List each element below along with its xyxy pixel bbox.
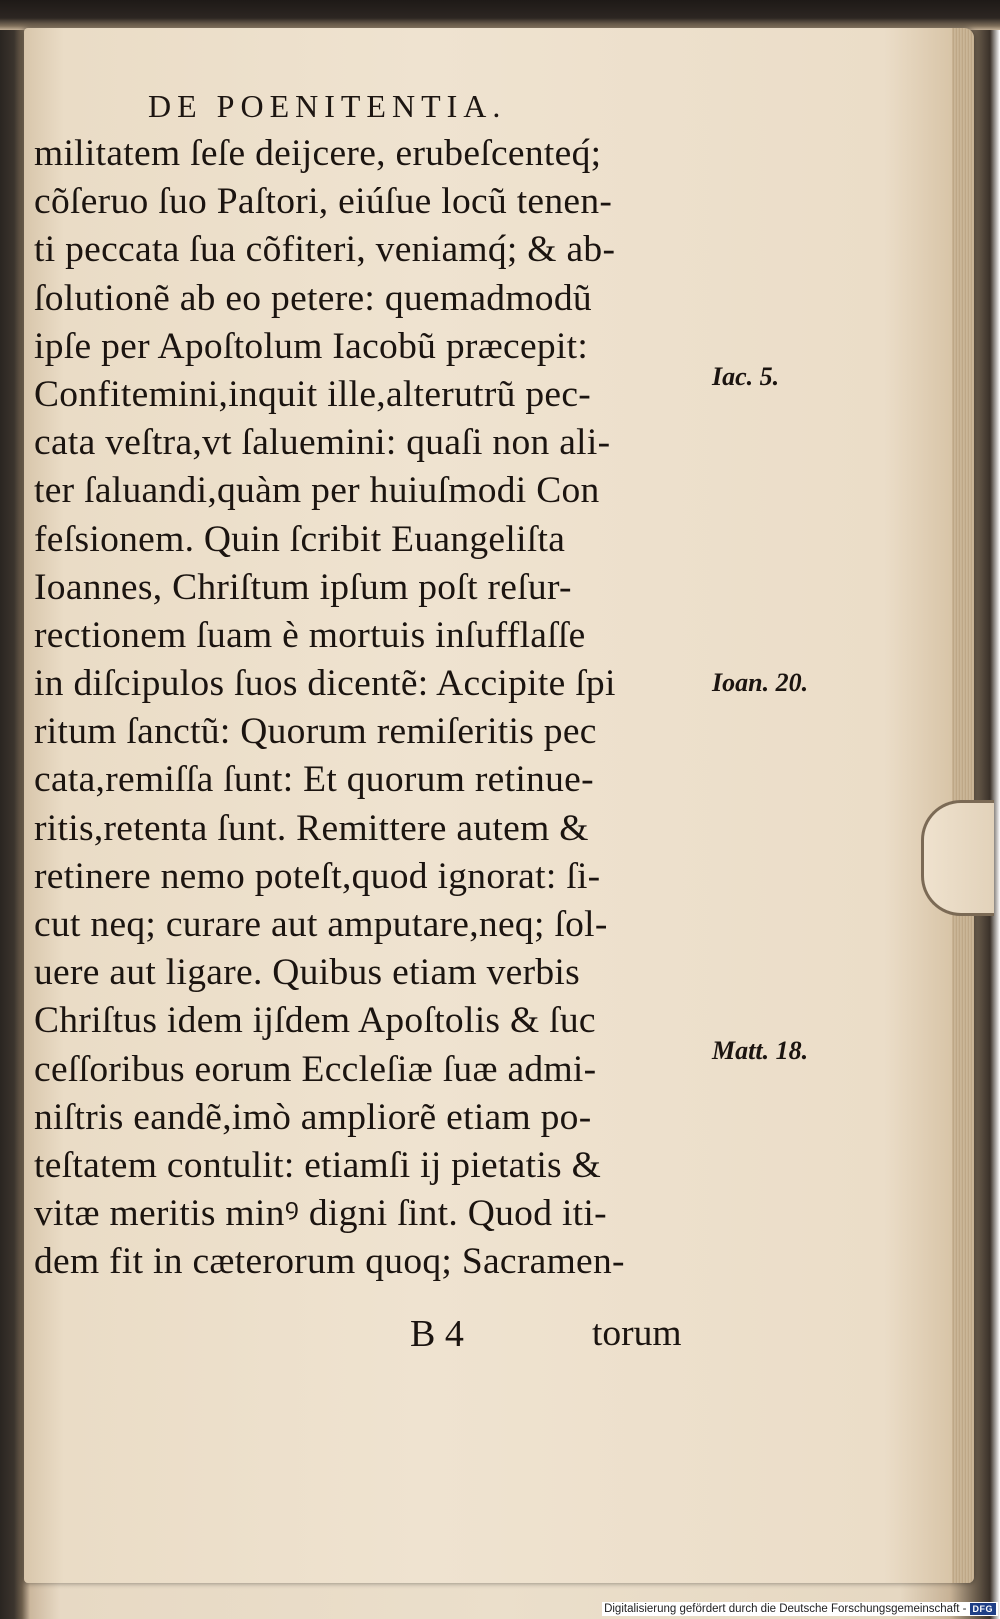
binding-shadow (0, 0, 1000, 30)
text-line: retinere nemo poteſt,quod ignorat: ſi- (34, 855, 601, 897)
text-line: ti peccata ſua cõfiteri, veniamq́; & ab- (34, 229, 616, 271)
body-text (34, 130, 706, 1287)
credit-text: Digitalisierung gefördert durch die Deutsche Forschungsgemeinschaft - (604, 1603, 967, 1615)
text-line: ſolutionẽ ab eo petere: quemadmodũ (34, 277, 592, 319)
margin-note-iac: Iac. 5. (712, 362, 780, 391)
text-line: ipſe per Apoſtolum Iacobũ præcepit: (34, 325, 589, 367)
text-line: in diſcipulos ſuos dicentẽ: Accipite ſpi (34, 663, 616, 705)
margin-note-matt: Matt. 18. (712, 1036, 809, 1065)
text-line: militatem ſeſe deijcere, erubeſcenteq́; (34, 133, 602, 174)
text-line: Confitemini,inquit ille,alterutrũ pec- (34, 373, 592, 415)
text-line: niſtris eandẽ,imò ampliorẽ etiam po- (34, 1096, 592, 1138)
text-line: uere aut ligare. Quibus etiam verbis (34, 952, 581, 994)
text-line: rectionem ſuam è mortuis inſufflaſſe (34, 614, 586, 656)
text-line: dem fit in cæterorum quoq; Sacramen- (34, 1241, 625, 1283)
book-clasp (921, 800, 994, 916)
margin-note-ioan: Ioan. 20. (712, 668, 809, 697)
text-line: teſtatem contulit: etiamſi ij pietatis & (34, 1144, 602, 1186)
catchword: torum (592, 1313, 682, 1354)
running-header: DE POENITENTIA. (148, 88, 507, 124)
text-line: cõſeruo ſuo Paſtori, eiúſue locũ tenen- (34, 181, 613, 223)
text-line: cata,remiſſa ſunt: Et quorum retinue- (34, 759, 594, 801)
text-line: ter ſaluandi,quàm per huiuſmodi Con (34, 470, 600, 512)
signature-mark: B 4 (410, 1313, 464, 1355)
text-line: feſsionem. Quin ſcribit Euangeliſta (34, 518, 566, 560)
text-line: cata veſtra,vt ſaluemini: quaſi non ali- (34, 422, 611, 464)
text-line: ritum ſanctũ: Quorum remiſeritis pec (34, 711, 597, 753)
dfg-logo: DFG (970, 1603, 997, 1615)
text-line: ceſſoribus eorum Eccleſiæ ſuæ admi- (34, 1048, 597, 1090)
text-line: Chriſtus idem ijſdem Apoſtolis & ſuc (34, 1000, 596, 1042)
text-line: vitæ meritis minꝰ digni ſint. Quod iti- (34, 1193, 607, 1235)
text-line: ritis,retenta ſunt. Remittere autem & (34, 807, 589, 849)
digitization-credit (602, 1602, 998, 1616)
text-line: Ioannes, Chriſtum ipſum poſt reſur- (34, 566, 572, 608)
text-line: cut neq; curare aut amputare,neq; ſol- (34, 904, 608, 945)
